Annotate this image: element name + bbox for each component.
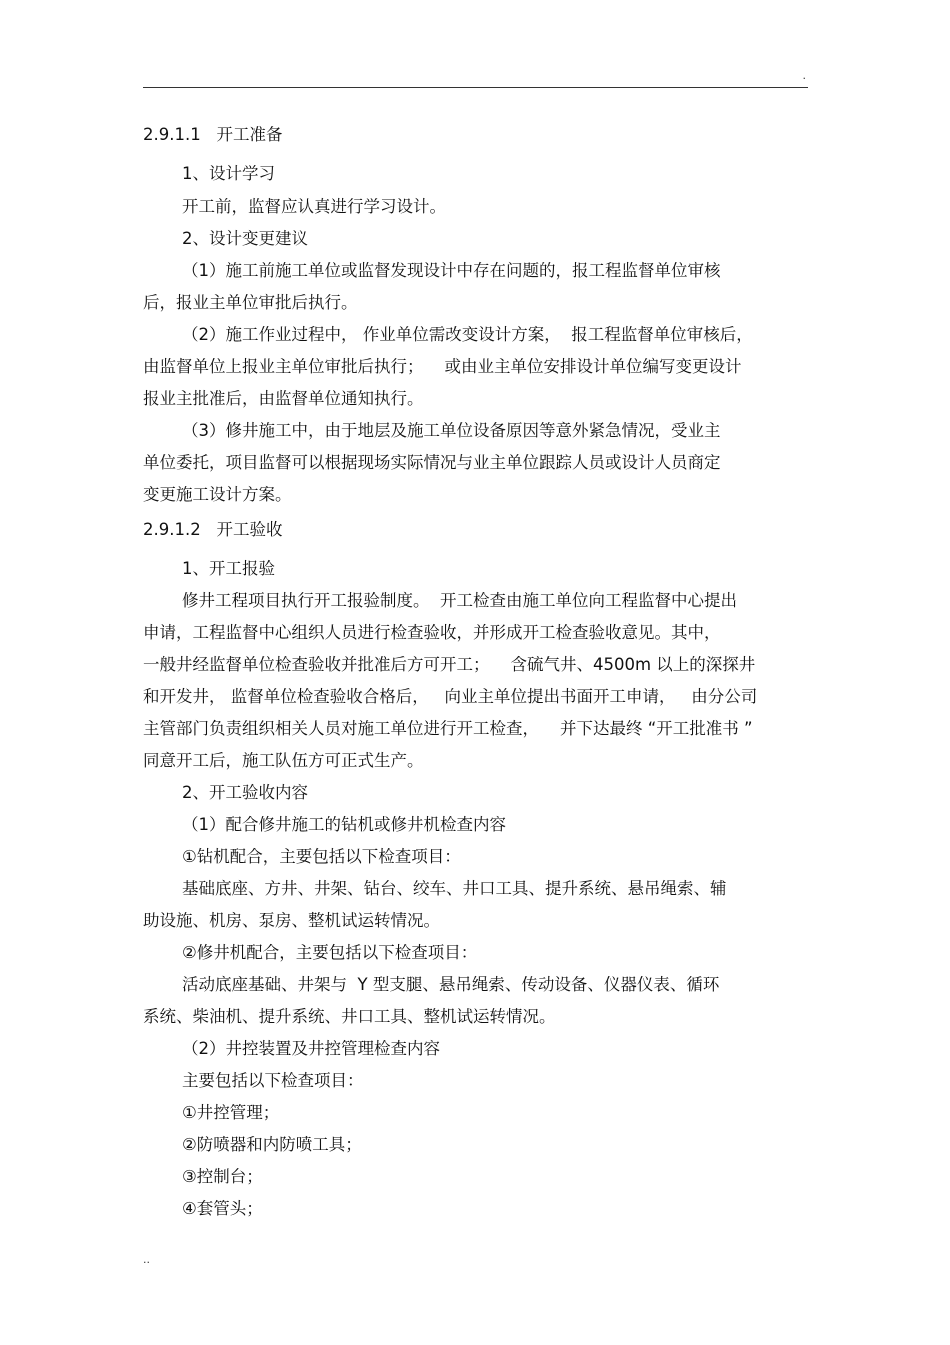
- paragraph-line: （1）施工前施工单位或监督发现设计中存在问题的，报工程监督单位审核: [182, 261, 721, 280]
- header-dot: .: [802, 69, 806, 82]
- list-item: ①井控管理；: [182, 1103, 280, 1122]
- section-heading-2-9-1-2: 2.9.1.2 开工验收: [143, 520, 283, 539]
- paragraph-line: 单位委托，项目监督可以根据现场实际情况与业主单位跟踪人员或设计人员商定: [143, 453, 721, 472]
- list-item: ②防喷器和内防喷工具；: [182, 1135, 362, 1154]
- paragraph-line: （3）修井施工中，由于地层及施工单位设备原因等意外紧急情况，受业主: [182, 421, 721, 440]
- list-item: ④套管头；: [182, 1199, 263, 1218]
- footer-dots: ..: [143, 1253, 150, 1266]
- subheading-design-study: 1、设计学习: [182, 164, 275, 183]
- paragraph-line: 报业主批准后，由监督单位通知执行。: [143, 389, 424, 408]
- subheading-inspection-content: 2、开工验收内容: [182, 783, 308, 802]
- paragraph-line: （2）施工作业过程中， 作业单位需改变设计方案， 报工程监督单位审核后，: [182, 325, 753, 344]
- paragraph-line: 开工前，监督应认真进行学习设计。: [182, 197, 446, 216]
- section-heading-2-9-1-1: 2.9.1.1 开工准备: [143, 125, 283, 144]
- paragraph-line: 变更施工设计方案。: [143, 485, 292, 504]
- paragraph-line: 系统、柴油机、提升系统、井口工具、整机试运转情况。: [143, 1007, 556, 1026]
- subheading-start-inspection: 1、开工报验: [182, 559, 275, 578]
- paragraph-line: ②修井机配合，主要包括以下检查项目：: [182, 943, 478, 962]
- paragraph-line: 一般井经监督单位检查验收并批准后方可开工； 含硫气井、4500m 以上的深探井: [143, 655, 756, 674]
- paragraph-line: 活动底座基础、井架与 Y 型支腿、悬吊绳索、传动设备、仪器仪表、循环: [182, 975, 720, 994]
- paragraph-line: 由监督单位上报业主单位审批后执行； 或由业主单位安排设计单位编写变更设计: [143, 357, 742, 376]
- paragraph-line: 申请，工程监督中心组织人员进行检查验收，并形成开工检查验收意见。其中，: [143, 623, 721, 642]
- paragraph-line: （2）井控装置及井控管理检查内容: [182, 1039, 440, 1058]
- paragraph-line: （1）配合修井施工的钻机或修井机检查内容: [182, 815, 506, 834]
- paragraph-line: 后，报业主单位审批后执行。: [143, 293, 358, 312]
- paragraph-line: 和开发井， 监督单位检查验收合格后， 向业主单位提出书面开工申请， 由分公司: [143, 687, 758, 706]
- paragraph-line: 修井工程项目执行开工报验制度。 开工检查由施工单位向工程监督中心提出: [182, 591, 737, 610]
- list-item: ③控制台；: [182, 1167, 263, 1186]
- paragraph-line: 基础底座、方井、井架、钻台、绞车、井口工具、提升系统、悬吊绳索、辅: [182, 879, 727, 898]
- paragraph-line: 助设施、机房、泵房、整机试运转情况。: [143, 911, 440, 930]
- subheading-design-change: 2、设计变更建议: [182, 229, 308, 248]
- paragraph-line: ①钻机配合，主要包括以下检查项目：: [182, 847, 461, 866]
- paragraph-line: 主管部门负责组织相关人员对施工单位进行开工检查， 并下达最终 “开工批准书 ”: [143, 719, 753, 738]
- paragraph-line: 同意开工后，施工队伍方可正式生产。: [143, 751, 424, 770]
- paragraph-line: 主要包括以下检查项目：: [182, 1071, 364, 1090]
